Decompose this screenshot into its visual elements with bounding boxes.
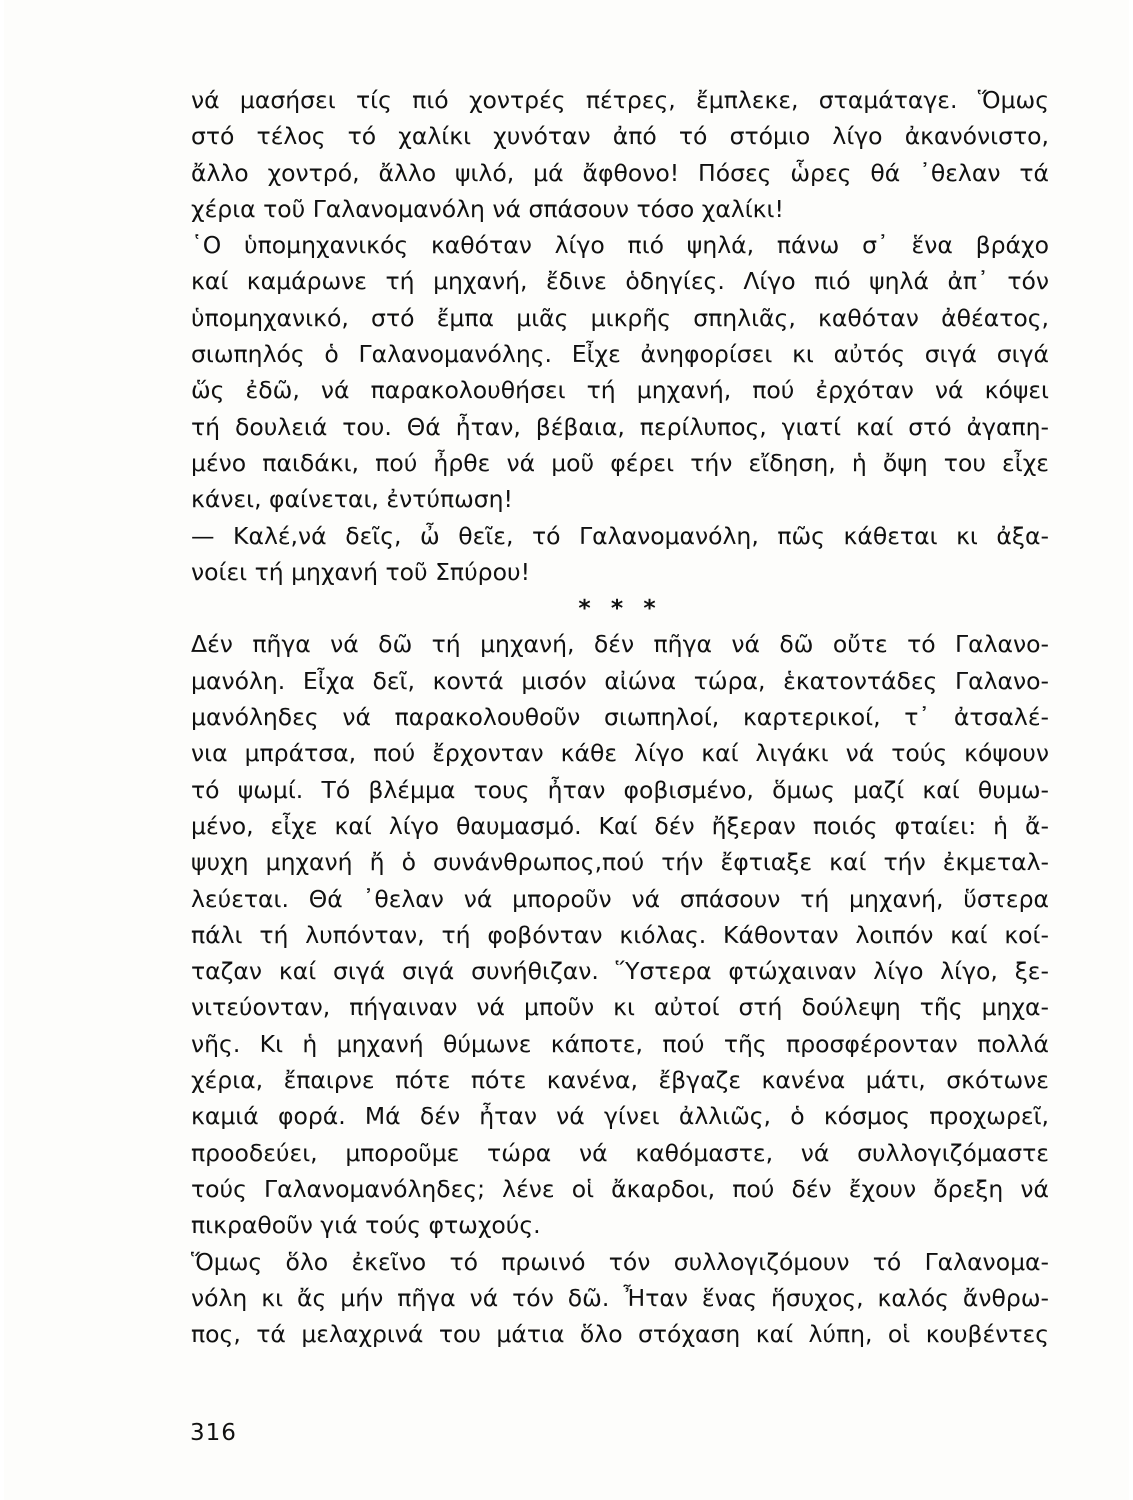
text-line-35: πος, τά μελαχρινά του μάτια ὅλο στόχαση καί λύπη, οἱ κουβέντες [191, 1320, 1049, 1349]
text-line-2: στό τέλος τό χαλίκι χυνόταν ἀπό τό στόμιο λίγο ἀκανόνιστο, [191, 122, 1049, 151]
text-line-25: ταζαν καί σιγά σιγά συνήθιζαν. Ὕστερα φτώχαιναν λίγο λίγο, ξε- [191, 957, 1049, 986]
text-line-20: τό ψωμί. Τό βλέμμα τους ἦταν φοβισμένο, ὅμως μαζί καί θυμω- [191, 775, 1049, 804]
text-line-23: λεύεται. Θά ᾿θελαν νά μποροῦν νά σπάσουν τή μηχανή, ὕστερα [191, 884, 1049, 913]
text-line-9: ὥς ἐδῶ, νά παρακολουθήσει τή μηχανή, πού ἐρχόταν νά κόψει [191, 376, 1049, 405]
text-line-27: νῆς. Κι ἡ μηχανή θύμωνε κάποτε, πού τῆς προσφέρονταν πολλά [191, 1029, 1049, 1058]
text-line-13: — Καλέ,νά δεῖς, ὦ θεῖε, τό Γαλανομανόλη, πῶς κάθεται κι ἀξα- [191, 521, 1049, 550]
text-line-34: νόλη κι ἄς μήν πῆγα νά τόν δῶ. Ἦταν ἕνας ἥσυχος, καλός ἄνθρω- [191, 1283, 1049, 1312]
text-line-24: πάλι τή λυπόνταν, τή φοβόνταν κιόλας. Κάθονταν λοιπόν καί κοί- [191, 920, 1049, 949]
text-line-3: ἄλλο χοντρό, ἄλλο ψιλό, μά ἄφθονο! Πόσες ὧρες θά ᾿θελαν τά [191, 158, 1049, 187]
text-line-22: ψυχη μηχανή ἤ ὁ συνάνθρωπος,πού τήν ἔφτιαξε καί τήν ἐκμεταλ- [191, 848, 1049, 877]
text-line-21: μένο, εἶχε καί λίγο θαυμασμό. Καί δέν ἤξεραν ποιός φταίει: ἡ ἄ- [191, 811, 1049, 840]
page-number: 316 [190, 1420, 237, 1446]
text-line-26: νιτεύονταν, πήγαιναν νά μποῦν κι αὐτοί στή δούλεψη τῆς μηχα- [191, 993, 1049, 1022]
text-line-19: νια μπράτσα, πού ἔρχονταν κάθε λίγο καί λιγάκι νά τούς κόψουν [191, 739, 1049, 768]
text-line-29: καμιά φορά. Μά δέν ἦταν νά γίνει ἀλλιῶς, ὁ κόσμος προχωρεῖ, [191, 1102, 1049, 1131]
text-line-7: ὑπομηχανικό, στό ἔμπα μιᾶς μικρῆς σπηλιᾶς, καθόταν ἀθέατος, [191, 303, 1049, 332]
text-line-6: καί καμάρωνε τή μηχανή, ἔδινε ὁδηγίες. Λίγο πιό ψηλά ἀπ᾿ τόν [191, 267, 1049, 296]
section-break: * * * [578, 594, 662, 623]
text-line-31: τούς Γαλανομανόληδες; λένε οἱ ἄκαρδοι, πού δέν ἔχουν ὄρεξη νά [191, 1174, 1049, 1203]
text-line-11: μένο παιδάκι, πού ἦρθε νά μοῦ φέρει τήν εἴδηση, ἡ ὄψη του εἶχε [191, 448, 1049, 477]
text-line-5: ῾Ο ὑπομηχανικός καθόταν λίγο πιό ψηλά, πάνω σ᾿ ἕνα βράχο [191, 231, 1049, 260]
book-page [4, 0, 1129, 1500]
body-text [191, 82, 1049, 1352]
text-line-14: νοίει τή μηχανή τοῦ Σπύρου! [191, 557, 530, 586]
text-line-4: χέρια τοῦ Γαλανομανόλη νά σπάσουν τόσο χαλίκι! [191, 194, 784, 223]
text-line-30: προοδεύει, μποροῦμε τώρα νά καθόμαστε, νά συλλογιζόμαστε [191, 1138, 1049, 1167]
text-line-17: μανόλη. Εἶχα δεῖ, κοντά μισόν αἰώνα τώρα, ἑκατοντάδες Γαλανο- [191, 666, 1049, 695]
text-line-8: σιωπηλός ὁ Γαλανομανόλης. Εἶχε ἀνηφορίσει κι αὐτός σιγά σιγά [191, 340, 1049, 369]
text-line-10: τή δουλειά του. Θά ἦταν, βέβαια, περίλυπος, γιατί καί στό ἀγαπη- [191, 412, 1049, 441]
text-line-32: πικραθοῦν γιά τούς φτωχούς. [191, 1211, 541, 1240]
text-line-12: κάνει, φαίνεται, ἐντύπωση! [191, 485, 513, 514]
text-line-33: Ὅμως ὅλο ἐκεῖνο τό πρωινό τόν συλλογιζόμουν τό Γαλανομα- [191, 1247, 1049, 1276]
text-line-18: μανόληδες νά παρακολουθοῦν σιωπηλοί, καρτερικοί, τ᾿ ἀτσαλέ- [191, 703, 1049, 732]
text-line-28: χέρια, ἔπαιρνε πότε πότε κανένα, ἔβγαζε κανένα μάτι, σκότωνε [191, 1066, 1049, 1095]
text-line-16: Δέν πῆγα νά δῶ τή μηχανή, δέν πῆγα νά δῶ οὔτε τό Γαλανο- [191, 630, 1049, 659]
text-line-1: νά μασήσει τίς πιό χοντρές πέτρες, ἔμπλεκε, σταμάταγε. Ὅμως [191, 86, 1049, 114]
